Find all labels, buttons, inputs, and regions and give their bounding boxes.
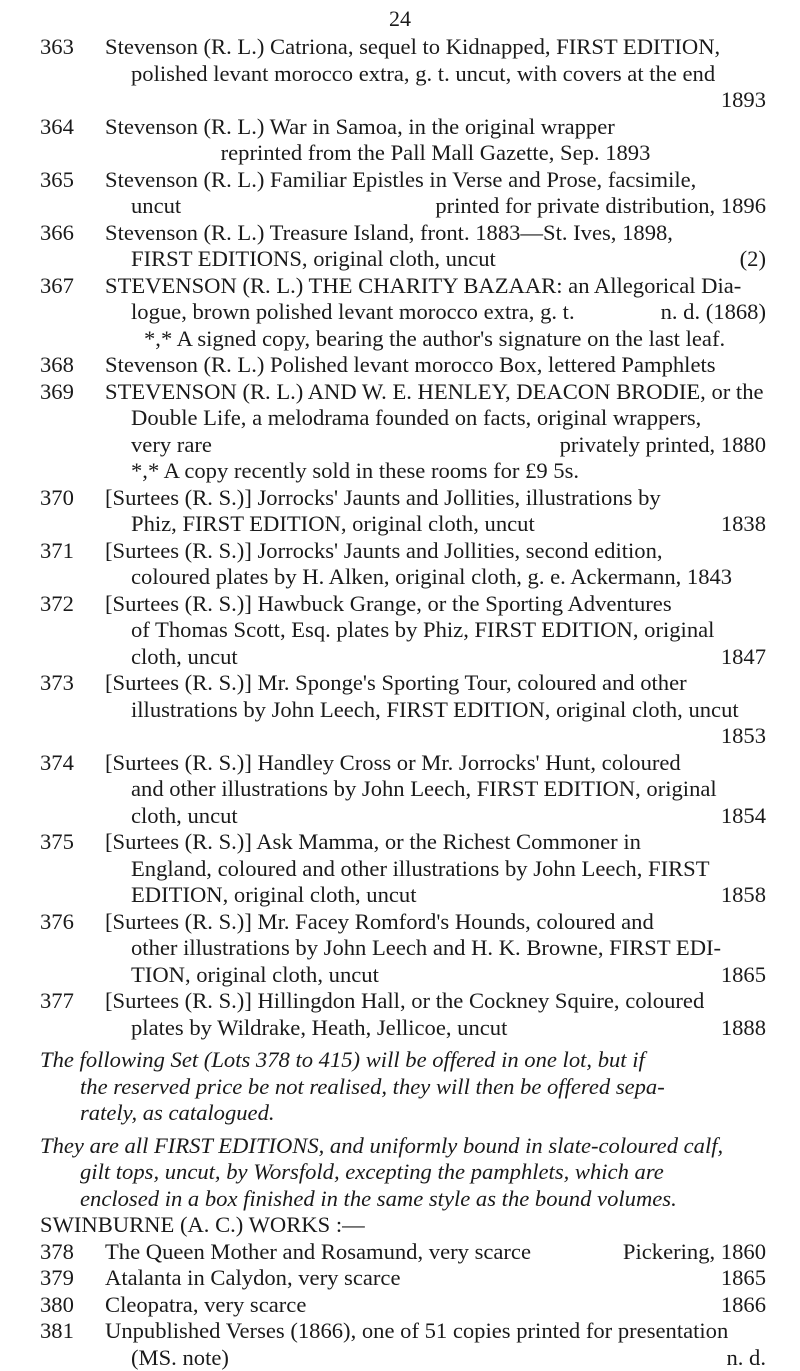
- lot-entry: [0, 988, 800, 1041]
- lot-description: Stevenson (R. L.) Treasure Island, front. 1883—St. Ives, 1898,: [105, 220, 673, 247]
- lot-description: Phiz, FIRST EDITION, original cloth, uncut: [131, 511, 535, 538]
- lot-number: 370: [40, 485, 74, 512]
- lot-description: cloth, uncut: [131, 803, 238, 830]
- lot-entry: [0, 1239, 800, 1266]
- notice-line: the reserved price be not realised, they will then be offered sepa-: [40, 1074, 766, 1101]
- lot-line: [105, 273, 766, 300]
- lot-line: [105, 909, 766, 936]
- lot-description: reprinted from the Pall Mall Gazette, Sep. 1893: [221, 140, 651, 167]
- section-heading: SWINBURNE (A. C.) WORKS :—: [0, 1212, 800, 1239]
- lot-date: 1888: [721, 1015, 766, 1042]
- lot-number: 381: [40, 1318, 74, 1345]
- lot-line: [105, 750, 766, 777]
- lot-description: [Surtees (R. S.)] Handley Cross or Mr. Jorrocks' Hunt, coloured: [105, 750, 681, 777]
- lot-description: [Surtees (R. S.)] Hawbuck Grange, or the Sporting Adventures: [105, 591, 672, 618]
- lot-description: Cleopatra, very scarce: [105, 1292, 306, 1319]
- lot-line: [105, 511, 766, 538]
- lot-line: [105, 379, 766, 406]
- lot-number: 378: [40, 1239, 74, 1266]
- lot-description: Stevenson (R. L.) War in Samoa, in the original wrapper: [105, 114, 615, 141]
- lot-line: [105, 538, 766, 565]
- lot-number: 380: [40, 1292, 74, 1319]
- lot-number: 374: [40, 750, 74, 777]
- lot-date: 1854: [721, 803, 766, 830]
- lot-entry: [0, 34, 800, 114]
- lot-date: 1865: [721, 1265, 766, 1292]
- lot-description: uncut: [131, 193, 181, 220]
- lot-line: [105, 882, 766, 909]
- lot-line: [105, 34, 766, 61]
- lot-description: (MS. note): [131, 1345, 229, 1371]
- lot-description: and other illustrations by John Leech, FIRST EDITION, original: [131, 776, 717, 803]
- lot-description: of Thomas Scott, Esq. plates by Phiz, FIRST EDITION, original: [131, 617, 714, 644]
- lot-line: [105, 803, 766, 830]
- lot-date: printed for private distribution, 1896: [435, 193, 766, 220]
- lot-description: The Queen Mother and Rosamund, very scarce: [105, 1239, 531, 1266]
- lot-entry: [0, 591, 800, 671]
- lot-line: [105, 829, 766, 856]
- lot-number: 367: [40, 273, 74, 300]
- lot-line: [105, 1345, 766, 1371]
- lot-entry: [0, 1318, 800, 1371]
- lot-line: [105, 697, 766, 724]
- lot-description: very rare: [131, 432, 212, 459]
- lot-description: Stevenson (R. L.) Polished levant morocco Box, lettered Pamphlets: [105, 352, 716, 379]
- lot-entry: [0, 220, 800, 273]
- lot-line: [105, 617, 766, 644]
- lot-description: STEVENSON (R. L.) AND W. E. HENLEY, DEACON BRODIE, or the: [105, 379, 764, 406]
- lot-description: [Surtees (R. S.)] Jorrocks' Jaunts and Jollities, second edition,: [105, 538, 663, 565]
- lot-description: Stevenson (R. L.) Catriona, sequel to Kidnapped, FIRST EDITION,: [105, 34, 720, 61]
- lot-entry: [0, 909, 800, 989]
- lot-description: TION, original cloth, uncut: [131, 962, 379, 989]
- lot-line: [105, 246, 766, 273]
- lot-date: 1866: [721, 1292, 766, 1319]
- lot-line: [105, 485, 766, 512]
- lot-description: polished levant morocco extra, g. t. uncut, with covers at the end: [131, 61, 715, 88]
- lot-line: [105, 140, 766, 167]
- lot-date: 1853: [721, 723, 766, 750]
- lot-description: [Surtees (R. S.)] Jorrocks' Jaunts and Jollities, illustrations by: [105, 485, 661, 512]
- lot-line: [105, 644, 766, 671]
- lot-line: [105, 723, 766, 750]
- lot-description: logue, brown polished levant morocco extra, g. t.: [131, 299, 575, 326]
- lot-date: Pickering, 1860: [623, 1239, 766, 1266]
- lot-number: 366: [40, 220, 74, 247]
- lot-entry: [0, 538, 800, 591]
- lot-number: 375: [40, 829, 74, 856]
- lot-line: [105, 405, 766, 432]
- lot-line: [105, 591, 766, 618]
- lot-description: STEVENSON (R. L.) THE CHARITY BAZAAR: an Allegorical Dia-: [105, 273, 741, 300]
- lot-entry: [0, 829, 800, 909]
- notice-line: They are all FIRST EDITIONS, and uniformly bound in slate-coloured calf,: [40, 1133, 766, 1160]
- lot-description: [Surtees (R. S.)] Mr. Sponge's Sporting Tour, coloured and other: [105, 670, 687, 697]
- lot-number: 372: [40, 591, 74, 618]
- notice-line: The following Set (Lots 378 to 415) will be offered in one lot, but if: [40, 1047, 766, 1074]
- lot-date: privately printed, 1880: [560, 432, 766, 459]
- lot-number: 368: [40, 352, 74, 379]
- lot-line: [105, 432, 766, 459]
- lot-date: (2): [740, 246, 766, 273]
- lot-line: [105, 962, 766, 989]
- lot-line: [105, 1292, 766, 1319]
- lot-line: [105, 988, 766, 1015]
- lot-number: 371: [40, 538, 74, 565]
- lot-description: Double Life, a melodrama founded on facts, original wrappers,: [131, 405, 701, 432]
- lot-entry: [0, 750, 800, 830]
- lot-description: other illustrations by John Leech and H. K. Browne, FIRST EDI-: [131, 935, 721, 962]
- lot-description: Atalanta in Calydon, very scarce: [105, 1265, 400, 1292]
- lot-description: [Surtees (R. S.)] Hillingdon Hall, or the Cockney Squire, coloured: [105, 988, 704, 1015]
- lot-line: [105, 220, 766, 247]
- lot-description: illustrations by John Leech, FIRST EDITION, original cloth, uncut: [131, 697, 739, 724]
- lot-entry: [0, 1292, 800, 1319]
- lot-number: 363: [40, 34, 74, 61]
- lot-entry: [0, 485, 800, 538]
- lot-number: 376: [40, 909, 74, 936]
- lot-entry: [0, 273, 800, 326]
- lot-line: [105, 1015, 766, 1042]
- lot-entry: [0, 352, 800, 379]
- lot-line: [105, 114, 766, 141]
- lot-line: [105, 1265, 766, 1292]
- lot-entry: [0, 670, 800, 750]
- lot-description: EDITION, original cloth, uncut: [131, 882, 417, 909]
- lot-list: [0, 34, 800, 1371]
- lot-note: *,* A signed copy, bearing the author's signature on the last leaf.: [0, 326, 800, 353]
- lot-line: [105, 87, 766, 114]
- notice-line: gilt tops, uncut, by Worsfold, excepting the pamphlets, which are: [40, 1159, 766, 1186]
- lot-date: 1847: [721, 644, 766, 671]
- lot-line: [105, 856, 766, 883]
- lot-line: [105, 458, 766, 485]
- lot-date: 1858: [721, 882, 766, 909]
- lot-number: 373: [40, 670, 74, 697]
- binding-notice: [0, 1133, 800, 1213]
- lot-line: [105, 193, 766, 220]
- lot-line: [105, 1318, 766, 1345]
- lot-line: [105, 352, 766, 379]
- lot-date: n. d.: [726, 1345, 766, 1371]
- lot-number: 364: [40, 114, 74, 141]
- lot-number: 365: [40, 167, 74, 194]
- lot-line: [105, 935, 766, 962]
- lot-line: [105, 61, 766, 88]
- lot-description: FIRST EDITIONS, original cloth, uncut: [131, 246, 496, 273]
- notice-line: enclosed in a box finished in the same style as the bound volumes.: [40, 1186, 766, 1213]
- lot-line: [105, 776, 766, 803]
- lot-entry: [0, 379, 800, 485]
- page-number: 24: [0, 6, 800, 32]
- lot-line: [105, 299, 766, 326]
- lot-description: Unpublished Verses (1866), one of 51 copies printed for presentation: [105, 1318, 728, 1345]
- lot-description: plates by Wildrake, Heath, Jellicoe, uncut: [131, 1015, 507, 1042]
- lot-date: 1893: [721, 87, 766, 114]
- notice-line: rately, as catalogued.: [40, 1100, 766, 1127]
- lot-description: [Surtees (R. S.)] Ask Mamma, or the Richest Commoner in: [105, 829, 641, 856]
- lot-description: [Surtees (R. S.)] Mr. Facey Romford's Hounds, coloured and: [105, 909, 654, 936]
- lot-entry: [0, 1265, 800, 1292]
- lot-number: 377: [40, 988, 74, 1015]
- lot-line: [105, 670, 766, 697]
- lot-line: [105, 167, 766, 194]
- lot-date: 1838: [721, 511, 766, 538]
- lot-date: n. d. (1868): [661, 299, 766, 326]
- lot-description: England, coloured and other illustrations by John Leech, FIRST: [131, 856, 710, 883]
- lot-number: 379: [40, 1265, 74, 1292]
- lot-entry: [0, 114, 800, 167]
- lot-description: coloured plates by H. Alken, original cloth, g. e. Ackermann, 1843: [131, 564, 732, 591]
- lot-date: 1865: [721, 962, 766, 989]
- lot-description: cloth, uncut: [131, 644, 238, 671]
- lot-number: 369: [40, 379, 74, 406]
- lot-description: *,* A copy recently sold in these rooms for £9 5s.: [131, 458, 579, 485]
- lot-entry: [0, 167, 800, 220]
- lot-description: Stevenson (R. L.) Familiar Epistles in Verse and Prose, facsimile,: [105, 167, 696, 194]
- sale-notice: [0, 1047, 800, 1127]
- lot-line: [105, 1239, 766, 1266]
- lot-line: [105, 564, 766, 591]
